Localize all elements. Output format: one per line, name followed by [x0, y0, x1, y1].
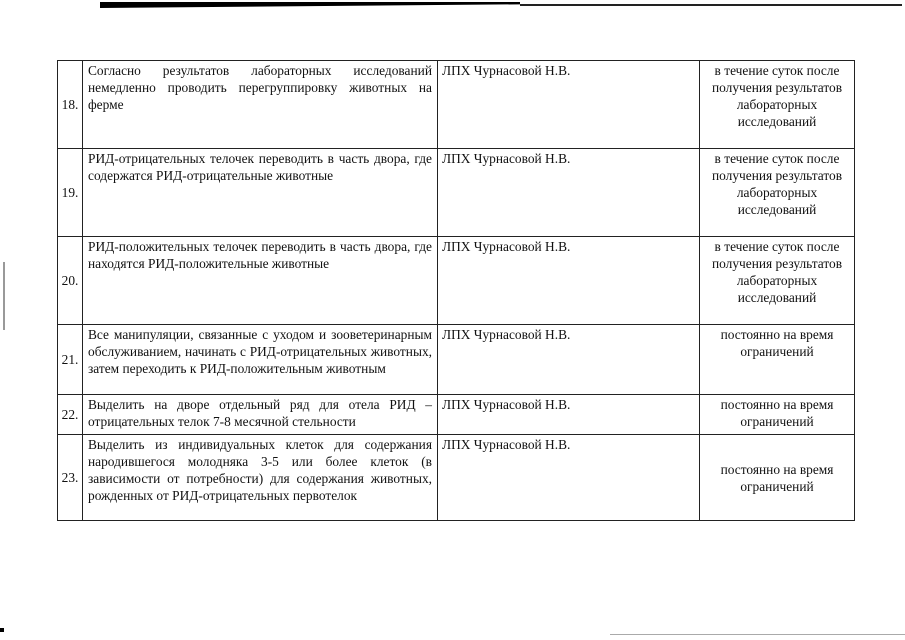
- measure-description: Выделить на дворе отдельный ряд для отела РИД – отрицательных телок 7-8 месячной стельности: [83, 395, 438, 435]
- deadline: постоянно на время ограничений: [700, 435, 855, 521]
- top-border-rule: [100, 2, 902, 9]
- responsible-party: ЛПХ Чурнасовой Н.В.: [438, 395, 700, 435]
- row-number: 18.: [58, 61, 83, 149]
- responsible-party: ЛПХ Чурнасовой Н.В.: [438, 435, 700, 521]
- measure-description: РИД-отрицательных телочек переводить в часть двора, где содержатся РИД-отрицательные животные: [83, 149, 438, 237]
- table-row: [58, 395, 855, 435]
- table-row: [58, 325, 855, 395]
- responsible-party: ЛПХ Чурнасовой Н.В.: [438, 149, 700, 237]
- scan-dot: [0, 628, 4, 632]
- bottom-border-rule: [610, 634, 905, 635]
- row-number: 20.: [58, 237, 83, 325]
- row-number: 21.: [58, 325, 83, 395]
- deadline: в течение суток после получения результатов лабораторных исследований: [700, 237, 855, 325]
- table-row: [58, 61, 855, 149]
- top-rule-thick: [100, 2, 520, 8]
- top-rule-thin: [520, 4, 902, 6]
- responsible-party: ЛПХ Чурнасовой Н.В.: [438, 61, 700, 149]
- scan-margin-mark: [3, 262, 5, 330]
- responsible-party: ЛПХ Чурнасовой Н.В.: [438, 325, 700, 395]
- row-number: 22.: [58, 395, 83, 435]
- row-number: 23.: [58, 435, 83, 521]
- deadline: в течение суток после получения результатов лабораторных исследований: [700, 149, 855, 237]
- row-number: 19.: [58, 149, 83, 237]
- deadline: в течение суток после получения результатов лабораторных исследований: [700, 61, 855, 149]
- deadline: постоянно на время ограничений: [700, 395, 855, 435]
- responsible-party: ЛПХ Чурнасовой Н.В.: [438, 237, 700, 325]
- table-row: [58, 237, 855, 325]
- measure-description: РИД-положительных телочек переводить в часть двора, где находятся РИД-положительные животные: [83, 237, 438, 325]
- table-row: [58, 435, 855, 521]
- measure-description: Выделить из индивидуальных клеток для содержания народившегося молодняка 3-5 или более клеток (в зависимости от потребности) для содержания животных, рожденных от РИД-отрицательных первотелок: [83, 435, 438, 521]
- measure-description: Согласно результатов лабораторных исследований немедленно проводить перегруппировку животных на ферме: [83, 61, 438, 149]
- deadline: постоянно на время ограничений: [700, 325, 855, 395]
- measures-table: [57, 60, 855, 521]
- measure-description: Все манипуляции, связанные с уходом и зооветеринарным обслуживанием, начинать с РИД-отрицательных животных, затем переходить к РИД-положительным животным: [83, 325, 438, 395]
- table-row: [58, 149, 855, 237]
